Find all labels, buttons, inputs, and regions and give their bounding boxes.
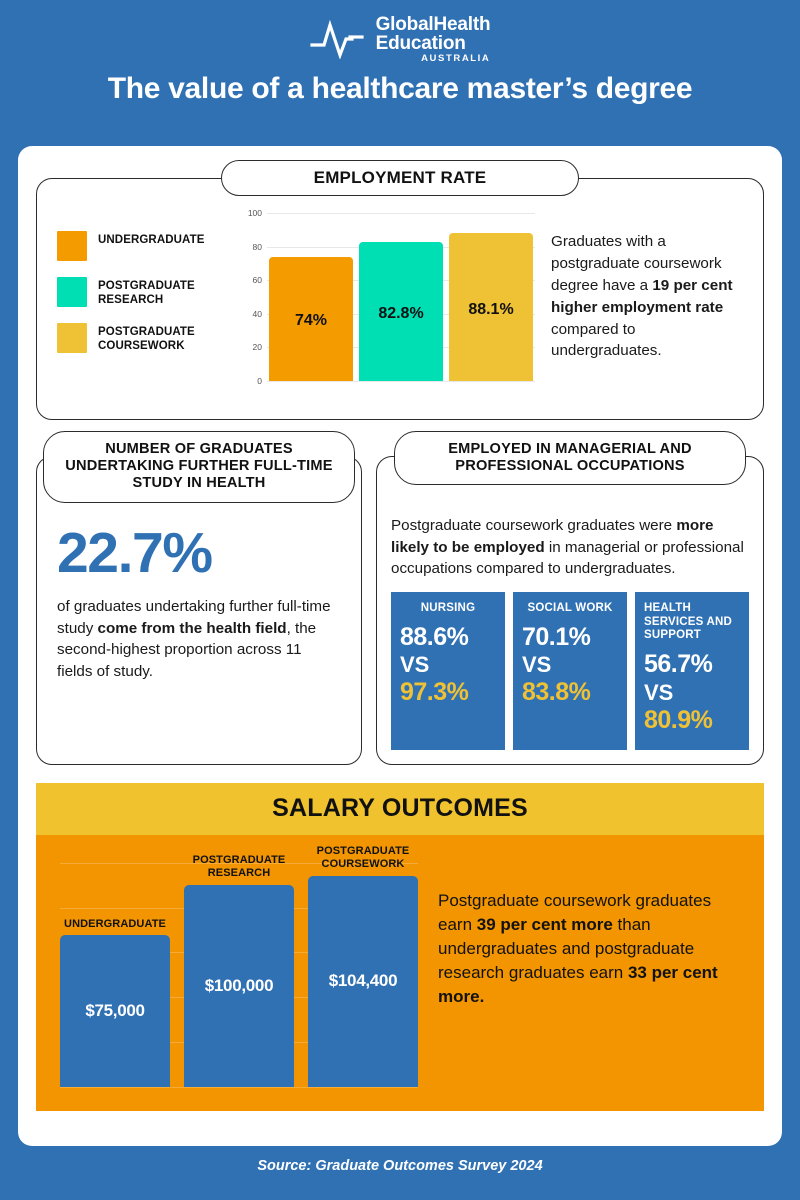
employment-legend [51, 205, 239, 369]
occupations-body-part-2: in managerial or professional occupations compared to undergraduates. [391, 538, 744, 578]
salary-note-highlight-2: 33 per cent more. [438, 963, 718, 1007]
occupations-card [376, 441, 764, 765]
bar-postgraduate-research-wrap [359, 213, 443, 381]
graduates-body-highlight: come from the health field [97, 619, 287, 637]
page-title: The value of a healthcare master’s degree [107, 72, 693, 105]
y-tick-100: 100 [247, 208, 262, 218]
occupations-boxes [391, 592, 749, 750]
y-tick-80: 80 [252, 241, 262, 252]
occupation-box-social-work [513, 592, 627, 750]
employment-note-part-2: compared to undergraduates. [551, 320, 662, 360]
y-tick-60: 60 [252, 275, 262, 286]
salary-bar-undergraduate [60, 935, 170, 1086]
occupations-body [391, 515, 749, 580]
graduates-body [57, 596, 341, 682]
heartbeat-ecg-icon [310, 19, 366, 59]
salary-note [418, 845, 748, 1097]
bar-postgraduate-research [359, 242, 443, 381]
occupation-box-nursing [391, 592, 505, 750]
employment-rate-card [36, 168, 764, 420]
occupations-body-highlight: more likely to be employed [391, 517, 714, 556]
salary-value-postgraduate-coursework: $104,400 [328, 971, 398, 991]
salary-outcomes-body [36, 835, 764, 1111]
occupation-postgrad-social-work: 83.8% [522, 678, 591, 707]
occupation-undergrad-social-work: 70.1% [522, 622, 591, 651]
legend-label-undergraduate: UNDERGRADUATE [98, 234, 205, 246]
occupation-postgrad-health-services: 80.9% [644, 706, 713, 735]
gridline [267, 381, 535, 382]
salary-label-postgraduate-coursework: POSTGRADUATE COURSEWORK [316, 845, 410, 871]
salary-bar-postgraduate-research [184, 885, 294, 1087]
bar-value-postgraduate-research: 82.8% [378, 305, 424, 323]
legend-item-postgraduate-coursework [57, 323, 239, 353]
y-tick-20: 20 [252, 342, 262, 353]
occupations-title: EMPLOYED IN MANAGERIAL AND PROFESSIONAL OCCUPATIONS [394, 431, 746, 485]
salary-label-undergraduate: UNDERGRADUATE [64, 917, 166, 930]
brand-line-3: AUSTRALIA [421, 52, 491, 64]
y-tick-40: 40 [252, 308, 262, 319]
employment-rate-title: EMPLOYMENT RATE [221, 160, 579, 196]
salary-bar-postgraduate-coursework [308, 876, 418, 1087]
graduates-body-part-2: , the second-highest proportion across 11 fields of study. [57, 619, 317, 680]
bar-value-postgraduate-coursework: 88.1% [468, 300, 514, 318]
graduates-further-study-title: NUMBER OF GRADUATES UNDERTAKING FURTHER FULL-TIME STUDY IN HEALTH [43, 431, 355, 503]
salary-value-postgraduate-research: $100,000 [204, 975, 274, 995]
bar-undergraduate [269, 257, 353, 381]
legend-label-postgraduate-coursework: POSTGRADUATE COURSEWORK [98, 326, 195, 353]
bar-value-undergraduate: 74% [294, 312, 328, 330]
occupation-postgrad-nursing: 97.3% [400, 678, 469, 707]
occupation-name-nursing: NURSING [420, 601, 476, 614]
content-canvas [18, 146, 782, 1146]
brand-logo [0, 0, 800, 64]
bar-postgraduate-coursework [449, 233, 533, 381]
graduates-further-study-card [36, 441, 362, 765]
source-footer: Source: Graduate Outcomes Survey 2024 [257, 1158, 543, 1174]
employment-note-part-1: Graduates with a postgraduate coursework degree have a [551, 233, 722, 294]
y-axis [239, 208, 265, 386]
legend-swatch-postgraduate-research [57, 277, 87, 307]
occupation-box-health-services [635, 592, 749, 750]
brand-line-1: GlobalHealth [375, 13, 491, 35]
occupation-undergrad-nursing: 88.6% [400, 622, 469, 651]
occupation-name-social-work: SOCIAL WORK [527, 601, 613, 614]
legend-item-postgraduate-research [57, 277, 239, 307]
y-tick-0: 0 [257, 376, 262, 386]
salary-note-part-1: Postgraduate coursework graduates earn [438, 890, 712, 934]
salary-note-highlight-1: 39 per cent more [476, 914, 613, 934]
occupation-vs-nursing: VS [400, 652, 430, 678]
bar-undergraduate-wrap [269, 213, 353, 381]
legend-swatch-postgraduate-coursework [57, 323, 87, 353]
occupation-vs-health-services: VS [644, 679, 674, 705]
salary-bars [60, 845, 418, 1087]
brand-line-2: Education [375, 32, 466, 54]
chart-bars [269, 213, 533, 381]
employment-note [535, 205, 749, 362]
salary-bar-chart [52, 845, 418, 1097]
occupation-undergrad-health-services: 56.7% [644, 650, 713, 679]
occupation-name-health-services: HEALTH SERVICES AND SUPPORT [644, 601, 733, 642]
employment-note-highlight: 19 per cent higher employment rate [551, 276, 733, 316]
gridline [60, 1087, 418, 1088]
bar-postgraduate-coursework-wrap [449, 213, 533, 381]
legend-item-undergraduate [57, 231, 239, 261]
salary-value-undergraduate: $75,000 [85, 1001, 145, 1021]
salary-note-part-2: than undergraduates and postgraduate research graduates earn [438, 914, 695, 983]
salary-outcomes-title: SALARY OUTCOMES [36, 783, 764, 835]
salary-bar-postgraduate-research-wrap [184, 845, 294, 1087]
salary-label-postgraduate-research: POSTGRADUATE RESEARCH [192, 854, 286, 880]
legend-label-postgraduate-research: POSTGRADUATE RESEARCH [98, 280, 195, 307]
brand-text [376, 15, 491, 64]
graduates-stat: 22.7% [57, 521, 212, 585]
salary-bar-undergraduate-wrap [60, 845, 170, 1087]
occupations-body-part-1: Postgraduate coursework graduates were [391, 517, 677, 534]
legend-swatch-undergraduate [57, 231, 87, 261]
middle-row [36, 441, 764, 765]
graduates-body-part-1: of graduates undertaking further full-time study [57, 598, 331, 637]
occupation-vs-social-work: VS [522, 652, 552, 678]
salary-bar-postgraduate-coursework-wrap [308, 845, 418, 1087]
employment-bar-chart [239, 208, 535, 403]
salary-outcomes-section [36, 783, 764, 1111]
